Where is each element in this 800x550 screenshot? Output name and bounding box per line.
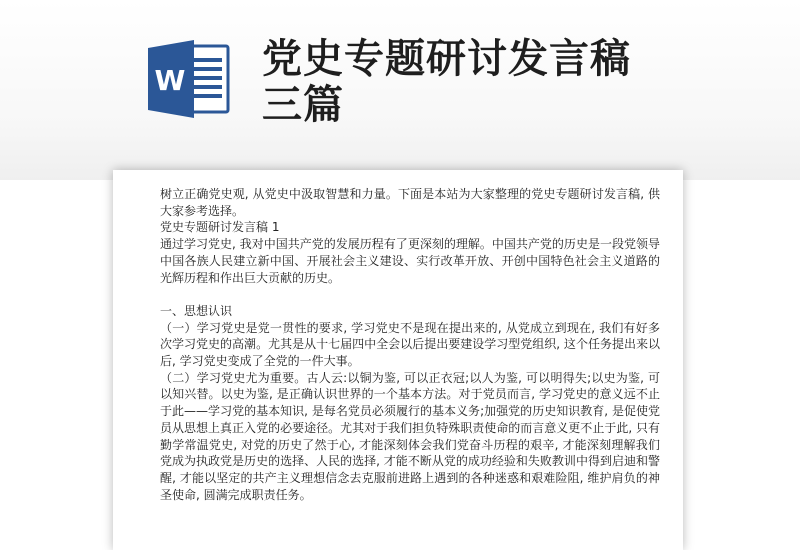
body-paragraph: （二）学习党史尤为重要。古人云:以铜为鉴, 可以正衣冠;以人为鉴, 可以明得失;以史为鉴, 可以知兴替。以史为鉴, 是正确认识世界的一个基本方法。对于党员而言, 学习党史的意义远不止于此——学习党的基本知识, 是每名党员必须履行的基本义务;加强党的历史知识教育, 是促使党员从思想上真正入党的必要途径。尤其对于我们担负特殊职责使命的而言意义更不止于此, 只有勤学常温党史, 对党的历史了然于心, 才能深刻体会我们党奋斗历程的艰辛, 才能深刻理解我们党成为执政党是历史的选择、人民的选择, 才能不断从党的成功经验和失败教训中得到启迪和警醒, 才能以坚定的共产主义理想信念去克服前进路上遇到的各种迷惑和艰难险阻, 维护肩负的神圣使命, 圆满完成职责任务。 xyxy=(160,370,660,502)
body-paragraph: （一）学习党史是党一贯性的要求, 学习党史不是现在提出来的, 从党成立到现在, 我们有好多次学习党史的高潮。尤其是从十七届四中全会以后提出要建设学习型党组织, 这个任务提出来以后, 学习党史变成了全党的一件大事。 xyxy=(160,320,660,369)
word-document-icon xyxy=(148,40,230,118)
page-title xyxy=(262,36,782,128)
section-title: 党史专题研讨发言稿 1 xyxy=(160,220,280,235)
blank-line xyxy=(160,286,660,303)
intro-paragraph: 树立正确党史观, 从党史中汲取智慧和力量。下面是本站为大家整理的党史专题研讨发言稿, 供大家参考选择。 xyxy=(160,187,660,218)
title-line-2: 三篇 xyxy=(262,82,344,128)
document-page xyxy=(113,170,683,550)
document-body xyxy=(160,186,660,503)
body-paragraph: 通过学习党史, 我对中国共产党的发展历程有了更深刻的理解。中国共产党的历史是一段党领导中国各族人民建立新中国、开展社会主义建设、实行改革开放、开创中国特色社会主义道路的光辉历程和作出巨大贡献的历史。 xyxy=(160,237,660,285)
title-line-1: 党史专题研讨发言稿 xyxy=(262,36,631,82)
heading-thought: 一、思想认识 xyxy=(160,303,233,318)
svg-text:W: W xyxy=(154,64,186,97)
